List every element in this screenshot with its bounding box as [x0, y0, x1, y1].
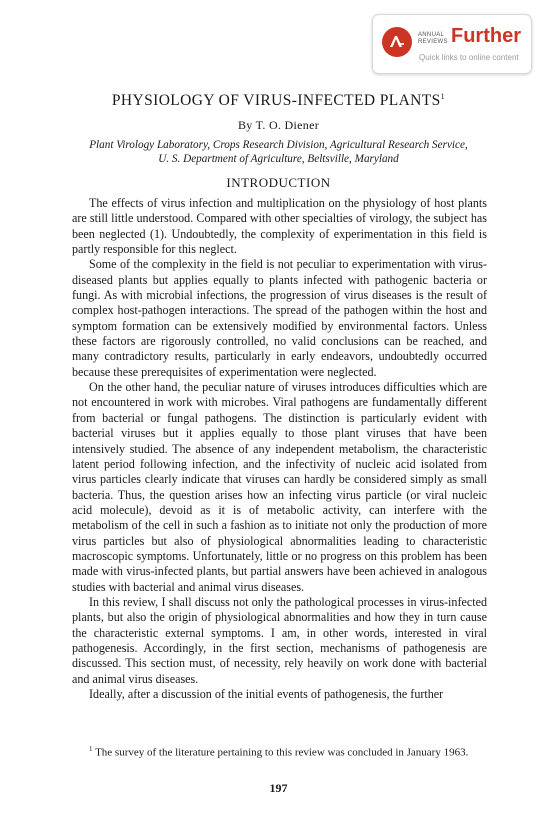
paragraph: The effects of virus infection and multiplication on the physiology of host plants are still little understood. Compared with other specialties of virology, the subject has been neglected (1). Undoubtedly, the complexity of experimentation in this field is partly responsible for this neglect.: [72, 196, 487, 257]
affiliation-line-1: Plant Virology Laboratory, Crops Research Division, Agricultural Research Service,: [89, 139, 468, 151]
paragraph: Ideally, after a discussion of the initial events of pathogenesis, the further: [89, 687, 444, 701]
article-body: [72, 196, 487, 702]
further-links-badge[interactable]: [372, 14, 532, 74]
paragraph: Some of the complexity in the field is not peculiar to experimentation with virus-diseased plants but applies equally to plants infected with pathogenic bacteria or fungi. As with microbial infections, the progression of virus diseases is the result of complex host-pathogen interactions. The spread of the pathogen within the host and symptom formation can be extensively modified by environmental factors. Unless these factors are rigorously controlled, no valid conclusions can be reached, and many contradictory results, particularly in early endeavors, undoubtedly occurred because these prerequisites of experimentation were neglected.: [72, 257, 487, 379]
affiliation: [60, 139, 497, 166]
footnote: [72, 742, 487, 760]
logo-mark-icon: [388, 33, 406, 51]
badge-publisher: ANNUAL REVIEWS: [418, 32, 448, 45]
annual-reviews-logo-icon: [382, 27, 412, 57]
author-line: By T. O. Diener: [237, 118, 320, 132]
paragraph: On the other hand, the peculiar nature of viruses introduces difficulties which are not encountered in work with microbes. Viral pathogens are fundamentally different from bacterial or fungal pathogens. The distinction is particularly evident with bacterial viruses but it applies equally to those plant viruses that have been intensively studied. The absence of any independent metabolism, the characteristic latent period following infection, and the infectivity of nucleic acid isolated from virus particles clearly indicate that viruses can hardly be considered simply as small bacteria. Thus, the question arises how an infecting virus particle (or viral nucleic acid molecule), devoid as it is of metabolic activity, can interfere with the metabolism of the cell in such a fashion as to initiate not only the production of more virus particles but also of physiological abnormalities leading to characteristic macroscopic symptoms. Unfortunately, little or no progress on this problem has been made with virus-infected plants, but partial answers have been achieved in analogous studies with bacterial and animal virus diseases.: [72, 380, 487, 594]
page-number: 197: [269, 781, 288, 795]
footnote-mark: 1: [89, 745, 93, 753]
affiliation-line-2: U. S. Department of Agriculture, Beltsville, Maryland: [158, 152, 399, 165]
footnote-text: The survey of the literature pertaining to this review was concluded in January 1963.: [95, 746, 469, 759]
badge-title: Further: [451, 25, 521, 47]
article-title-text: PHYSIOLOGY OF VIRUS-INFECTED PLANTS: [111, 92, 441, 110]
section-heading: INTRODUCTION: [226, 175, 331, 190]
title-footnote-mark: 1: [440, 92, 446, 101]
article-title: [0, 92, 557, 110]
paragraph: In this review, I shall discuss not only the pathological processes in virus-infected plants, but also the origin of physiological abnormalities and how they in turn cause the characteristic external symptoms. I am, in other words, interested in viral pathogenesis. Accordingly, in the first section, mechanisms of pathogenesis are discussed. This section must, of necessity, rely heavily on work done with bacterial and animal virus diseases.: [72, 594, 487, 686]
badge-subtitle: Quick links to online content: [419, 53, 519, 62]
